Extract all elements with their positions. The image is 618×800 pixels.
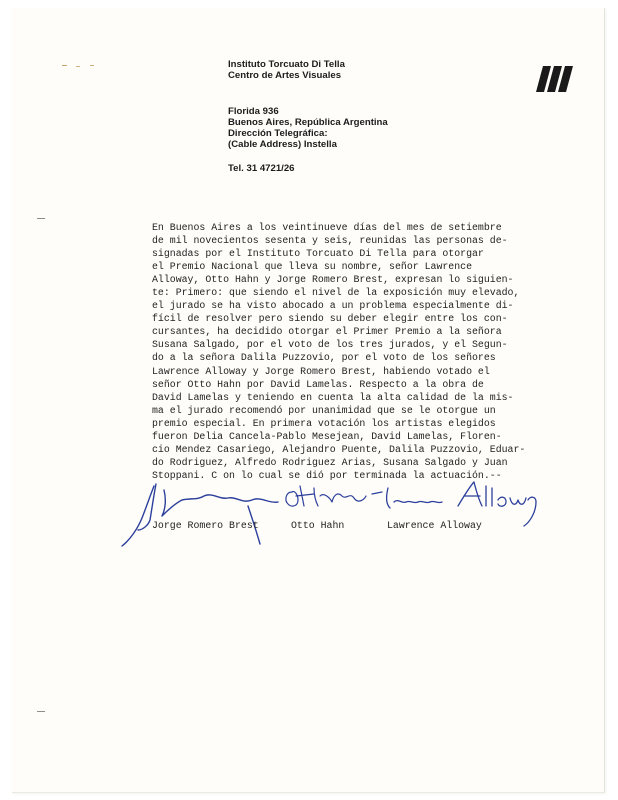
paper-specks [62,63,102,71]
address-city: Buenos Aires, República Argentina [228,117,388,128]
institution-name: Instituto Torcuato Di Tella [228,59,345,70]
body-line: te: Primero: que siendo el nivel de la exposición muy elevado, [152,287,520,299]
body-line: signadas por el Instituto Torcuato Di Tella para otorgar [152,248,484,260]
body-line: señor Otto Hahn por David Lamelas. Respecto a la obra de [152,378,484,390]
margin-mark-bottom [37,711,45,712]
margin-mark-top [37,218,45,219]
institution-department: Centro de Artes Visuales [228,70,342,81]
body-line: cursantes, ha decidido otorgar el Primer Premio a la señora [152,326,502,338]
body-line: el jurado se ha visto abocado a un problema especialmente di- [152,300,514,312]
body-line: do a la señora Dalila Puzzovio, por el voto de los señores [152,352,496,364]
body-line: premio especial. En primera votación los artistas elegidos [152,417,496,429]
body-line: Lawrence Alloway y Jorge Romero Brest, habiendo votado el [152,365,490,377]
telegraphic-address-label: Dirección Telegráfica: [228,128,328,139]
body-line: En Buenos Aires a los veintinueve días del mes de setiembre [152,222,502,233]
signatory-name: Lawrence Alloway [387,520,482,531]
body-line: de mil novecientos sesenta y seis, reunidas las personas de- [152,235,508,247]
signatory-name: Jorge Romero Brest [152,520,259,531]
body-line: Susana Salgado, por el voto de los tres jurados, y el Segun- [152,339,508,351]
address-street: Florida 936 [228,106,279,117]
body-line: ma el jurado recomendó por unanimidad que se le otorgue un [152,404,496,416]
body-line: fueron Delia Cancela-Pablo Mesejean, David Lamelas, Floren- [152,430,502,442]
signature-jorge-romero-brest [122,484,278,546]
handwritten-signatures [120,478,540,548]
signatory-name: Otto Hahn [291,520,345,531]
letter-body [152,221,572,482]
body-line: cio Mendez Casariego, Alejandro Puente, Dalila Puzzovio, Eduar- [152,443,526,455]
telephone: Tel. 31 4721/26 [228,163,295,174]
body-line: Stoppani. C on lo cual se dió por terminada la actuación.-- [152,469,502,481]
signatory-names [152,520,552,534]
body-line: fícil de resolver pero siendo su deber elegir entre los con- [152,313,508,325]
body-line: David Lamelas y teniendo en cuenta la alta calidad de la mis- [152,391,514,403]
three-slashes-logo-icon [536,66,574,92]
letterhead [228,59,488,174]
signature-otto-hahn [286,486,382,506]
body-line: Alloway, Otto Hahn y Jorge Romero Brest, expresan lo siguien- [152,274,514,286]
cable-address: (Cable Address) Instella [228,139,337,150]
body-line: do Rodriguez, Alfredo Rodriguez Arias, Susana Salgado y Juan [152,456,508,468]
body-line: el Premio Nacional que lleva su nombre, señor Lawrence [152,261,473,273]
